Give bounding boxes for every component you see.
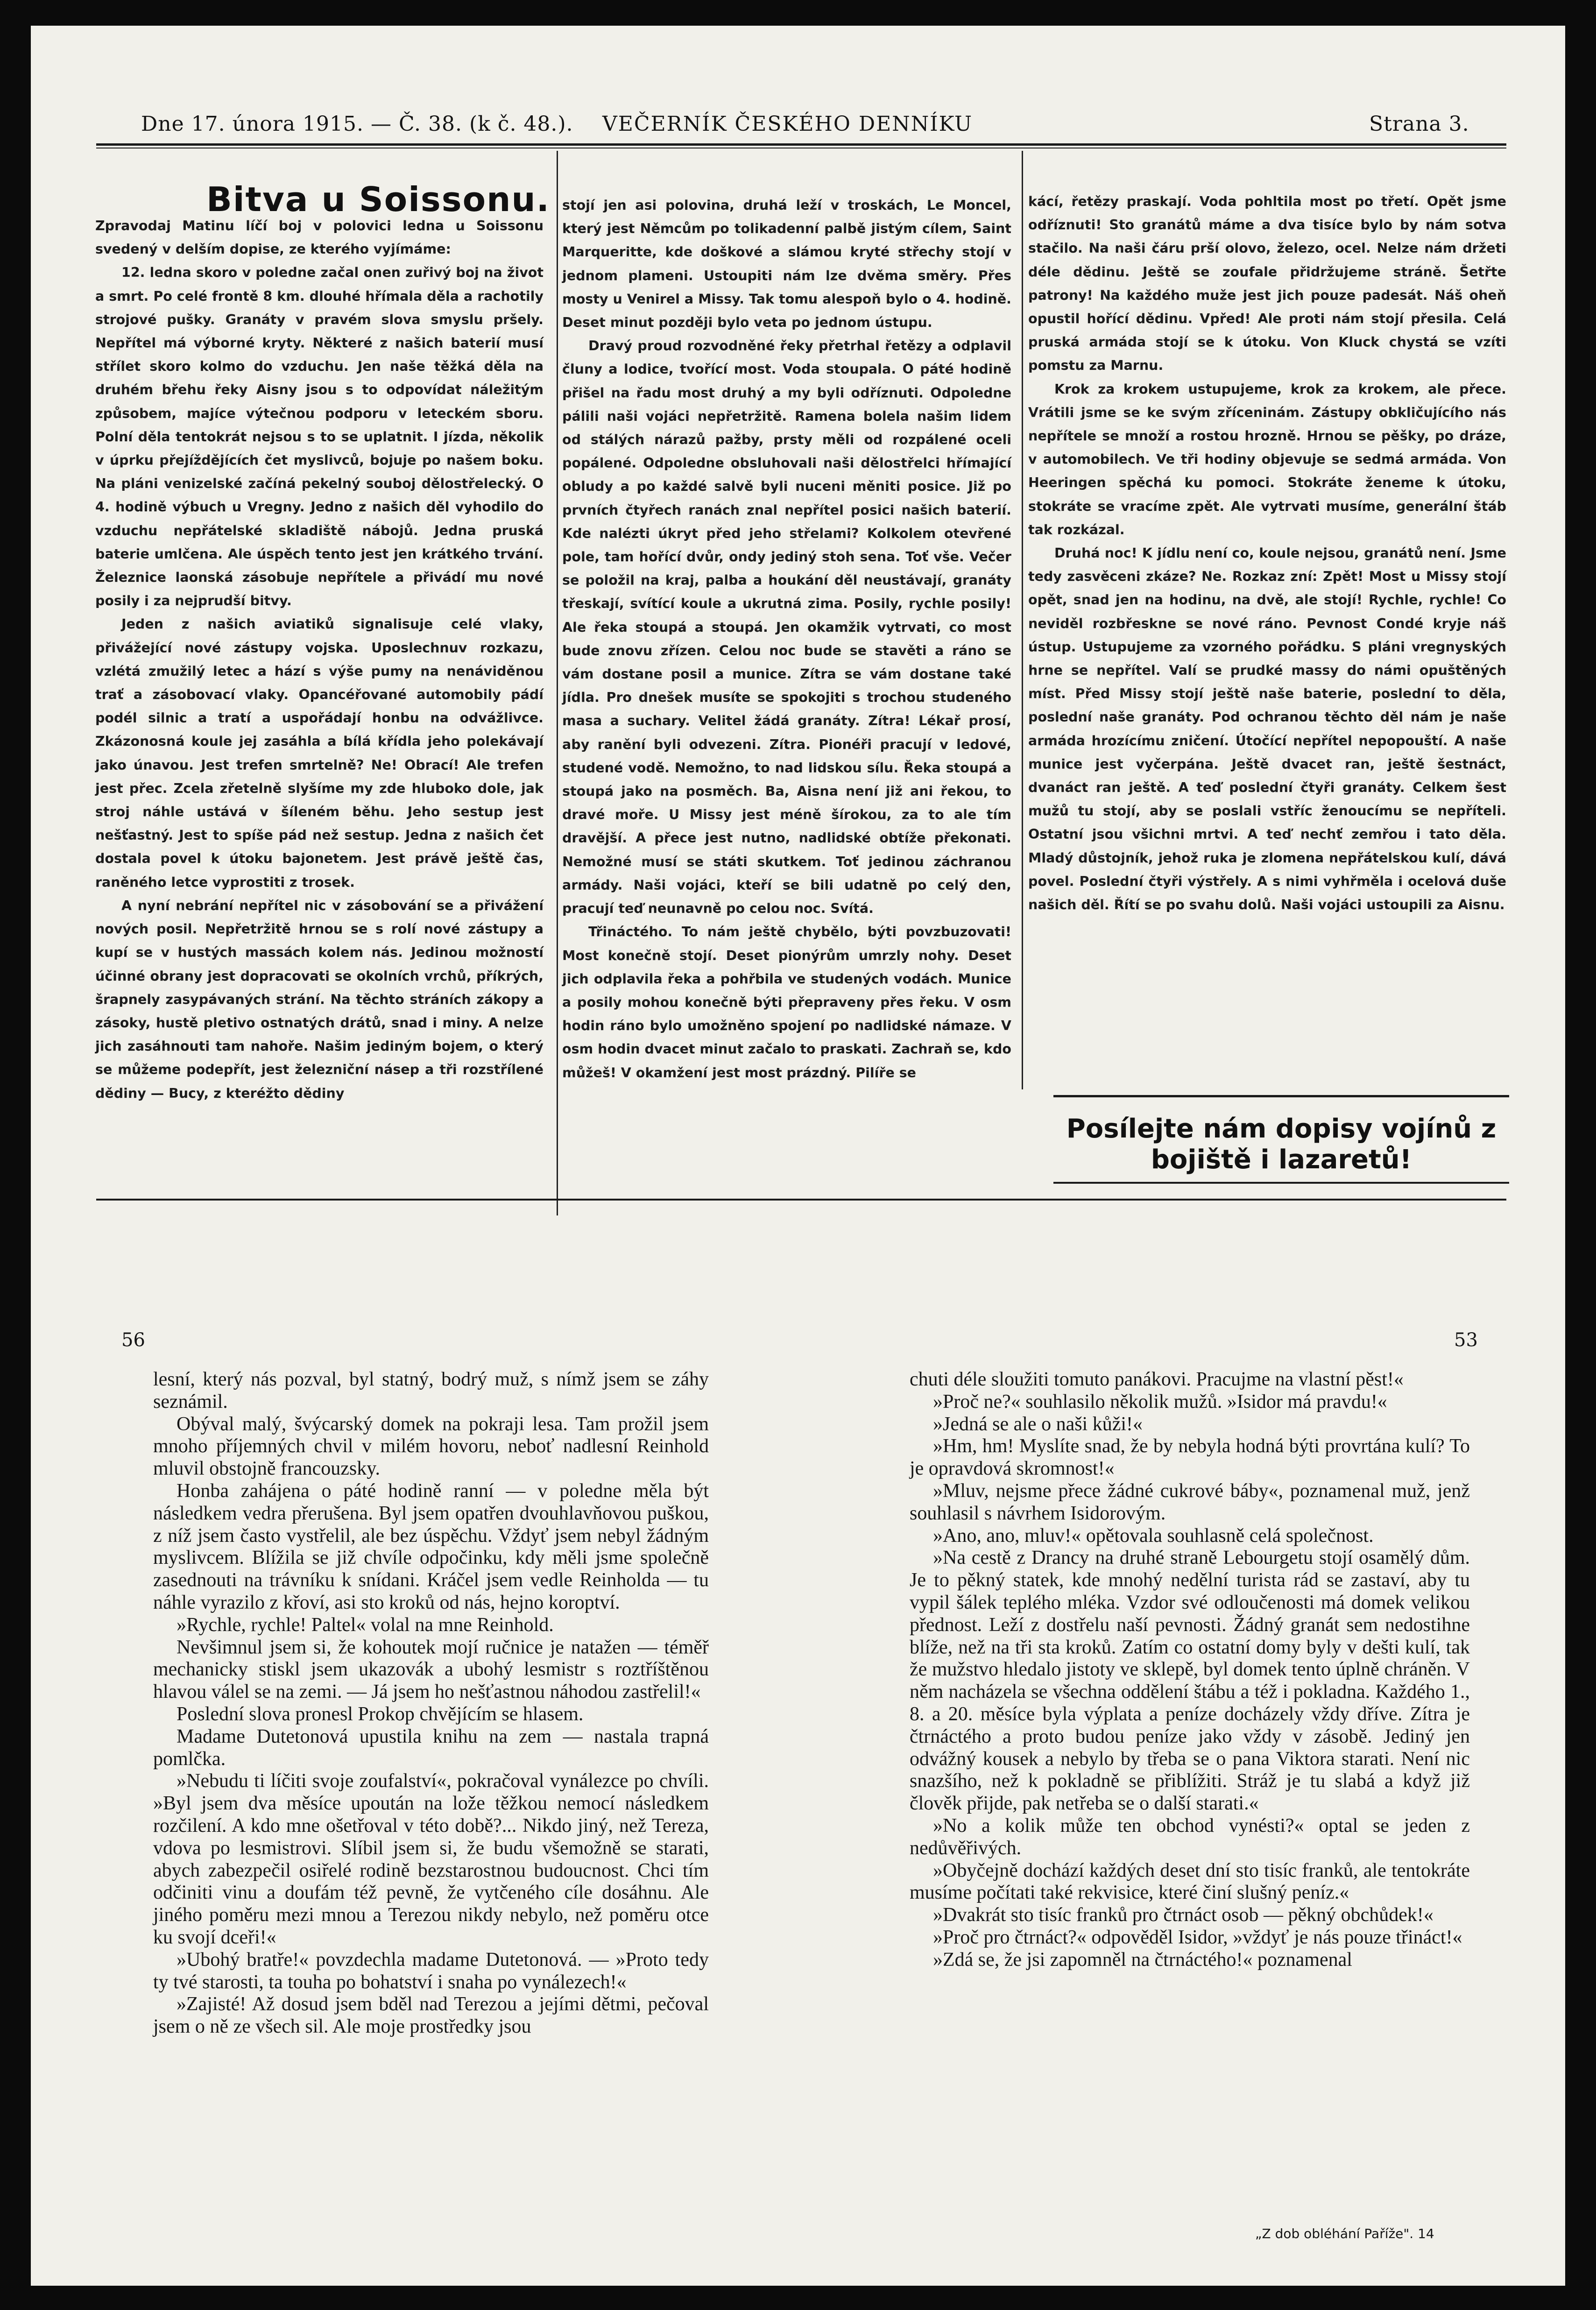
paragraph: Třináctého. To nám ještě chybělo, býti povzbuzovati! Most konečně stojí. Deset pionýrům umrzly nohy. Deset jich odplavila řeka a pohřbila ve studených vodách. Munice a posily mohou konečně býti přepraveny přes řeku. V osm hodin ráno bylo umožněno spojení po nadlidské námaze. V osm hodin dvacet minut začalo to praskati. Zachraň se, kdo můžeš! V okamžení jest most prázdný. Pilíře se xyxy=(562,924,1011,1081)
article-title: Bitva u Soissonu. xyxy=(206,180,550,219)
paragraph: stojí jen asi polovina, druhá leží v troskách, Le Moncel, který jest Němcům po tolikadenní palbě jistým cílem, Saint Marqueritte, kde doškové a slámou kryté střechy stojí v jednom plameni. Ustoupiti nám lze dvěma směry. Přes mosty u Venirel a Missy. Tak tomu alespoň bylo o 4. hodině. Deset minut později bylo veta po jednom ústupu. xyxy=(562,198,1011,331)
paragraph: »Nebudu ti líčiti svoje zoufalství«, pokračoval vynálezce po chvíli. »Byl jsem dva měsíce upoután na lože těžkou nemocí následkem rozčilení. A kdo mne ošetřoval v této době?... Nikdo jiný, než Tereza, vdova po lesmistrovi. Slíbil jsem si, že budu všemožně se starati, abych zabezpečil osiřelé rodině bezstarostnou budoucnost. Chci tím odčiniti vinu a doufám též pevně, že vytčeného cíle dosáhnu. Ale jiného poměru mezi mnou a Terezou nikdy nebylo, než poměru otce ku svojí dceři!« xyxy=(153,1770,709,1948)
page-bottom-rule xyxy=(96,1199,1506,1201)
paragraph: »Hm, hm! Myslíte snad, že by nebyla hodná býti provrtána kulí? To je opravdová skromnost!« xyxy=(910,1435,1470,1480)
paragraph: 12. ledna skoro v poledne začal onen zuřivý boj na život a smrt. Po celé frontě 8 km. dlouhé hřímala děla a rachotily strojové pušky. Granáty v pravém slova smyslu pršely. Nepřítel má výborné kryty. Některé z našich baterií musí střílet skoro kolmo do vzduchu. Jen naše těžká děla na druhém břehu řeky Aisny jsou s to odpovídat náležitým způsobem, majíce výtečnou podporu v leteckém sboru. Polní děla tentokrát nejsou s to se uplatnit. I jízda, několik v úprku přejíždějících čet myslivců, bojuje po našem boku. Na pláni venizelské začíná pekelný souboj dělostřelecký. O 4. hodině výbuch u Vregny. Jedno z našich děl vyhodilo do vzduchu nepřátelské skladiště nábojů. Jedna pruská baterie umlčena. Ale úspěch tento jest jen krátkého trvání. Železnice laonská zásobuje nepřítele a přivádí mu nové posily i za nejprudší bitvy. xyxy=(95,265,544,609)
paragraph: Krok za krokem ustupujeme, krok za krokem, ale přece. Vrátili jsme se ke svým zříceninám. Zástupy obkličujícího nás nepřítele se množí a rostou hrozně. Hrnou se pěšky, po dráze, v automobilech. Ve tři hodiny objevuje se sedmá armáda. Von Heeringen spěchá ku pomoci. Stokráte ženeme k útoku, stokráte se vracíme zpět. Ale vytrvati musíme, generální štáb tak rozkázal. xyxy=(1028,381,1506,537)
header-date: Dne 17. února 1915. — Č. 38. (k č. 48.). xyxy=(141,112,573,136)
paragraph: Honba zahájena o páté hodině ranní — v poledne měla být následkem vedra přerušena. Byl jsem opatřen dvouhlavňovou puškou, z níž jsem často vystřelil, ale bez úspěchu. Vždyť jsem nebyl žádným myslivcem. Blížila se již chvíle odpočinku, kdy měli jsme společně zasednouti na trávníku k snídani. Kráčel jsem vedle Reinholda — tu náhle vyrazilo z křoví, asi sto kroků od nás, hejno koroptví. xyxy=(153,1480,709,1613)
ad-rule xyxy=(1053,1095,1509,1097)
paragraph: Madame Dutetonová upustila knihu na zem — nastala trapná pomlčka. xyxy=(153,1725,709,1770)
paragraph: »Na cestě z Drancy na druhé straně Lebourgetu stojí osamělý dům. Je to pěkný statek, kde mnohý nedělní turista rád se zastaví, aby tu vypil šálek teplého mléka. Vzdor své odloučenosti má domek velikou přednost. Leží z dostřelu naší pevnosti. Žádný granát sem nedostihne blíže, než na tři sta kroků. Zatím co ostatní domy byly v dešti kulí, tak že mužstvo hledalo jistoty ve sklepě, byl domek tento úplně chráněn. V něm nacházela se všechna oddělení štábu a též i pokladna. Každého 1., 8. a 20. měsíce byla výplata a peníze docházely vždy dříve. Zítra je čtrnáctého a proto budou peníze jako vždy v zásobě. Jediný jen odvážný kousek a nebylo by třeba se o pana Viktora starati. Není nic snazšího, než k pokladně se přiblížiti. Stráž je tu slabá a když již člověk přijde, pak netřeba se o další starati.« xyxy=(910,1547,1470,1815)
ad-rule xyxy=(1053,1182,1509,1184)
newspaper-title: VEČERNÍK ČESKÉHO DENNÍKU xyxy=(602,112,973,136)
scan-sheet xyxy=(31,26,1565,2286)
article-column-3 xyxy=(1028,190,1506,917)
header-rule xyxy=(96,143,1506,146)
paragraph: »Jedná se ale o naši kůži!« xyxy=(933,1413,1143,1435)
column-divider xyxy=(557,151,558,1215)
book-page-left xyxy=(153,1369,709,2038)
paragraph: Jeden z našich aviatiků signalisuje celé vlaky, přivážející nové zástupy vojska. Uposlechnuv rozkazu, vzlétá zmužilý letec a hází s výše pumy na nenáviděnou trať a zásobovací vlaky. Opancéřované automobily pádí podél silnic a tratí a uspořádají honbu na odvážlivce. Zkázonosná koule jej zasáhla a bílá křídla jeho polekávají jako únavou. Jest trefen smrtelně? Ne! Obrací! Ale trefen jest přec. Zcela zřetelně slyšíme my zde hluboko dole, jak stroj náhle ustává v šíleném běhu. Jeho sestup jest nešťastný. Jest to spíše pád než sestup. Jedna z našich čet dostala povel k útoku bajonetem. Jest právě ještě čas, raněného letce vyprostiti z trosek. xyxy=(95,616,544,890)
paragraph: Druhá noc! K jídlu není co, koule nejsou, granátů není. Jsme tedy zasvěceni zkáze? Ne. Rozkaz zní: Zpět! Most u Missy stojí opět, snad jen na hodinu, na dvě, ale stojí! Rychle, rychle! Co neviděl rozbřeskne se nové ráno. Pevnost Condé kryje náš ústup. Ustupujeme za vzorného pořádku. S pláni vregnyských hrne se nepřítel. Valí se prudké massy do námi opuštěných míst. Před Missy stojí ještě naše baterie, poslední to děla, poslední naše granáty. Pod ochranou těchto děl nám je naše armáda hrozícímu zničení. Útočící nepřítel nepopouští. A naše munice jest vyčerpána. Ještě dvacet ran, ještě šestnáct, dvanáct ran ještě. A teď poslední čtyři granáty. Celkem šest mužů tu stojí, aby se poslali vstříc ženoucímu se nepříteli. Ostatní jsou všichni mrtvi. A teď nechť zemřou i tato děla. Mladý důstojník, jehož ruka je zlomena nepřátelskou kulí, dává povel. Poslední čtyři výstřely. A s nimi vyhřměla i ocelová duše našich děl. Řítí se po svahu dolů. Naši vojáci ustoupili za Aisnu. xyxy=(1028,545,1506,913)
paragraph: »Zajisté! Až dosud jsem bděl nad Terezou a jejími dětmi, pečoval jsem o ně ze všech sil. Ale moje prostředky jsou xyxy=(153,1993,709,2038)
page-number: Strana 3. xyxy=(1369,112,1469,136)
article-column-2 xyxy=(562,194,1011,1085)
paragraph: »Ubohý bratře!« povzdechla madame Dutetonová. — »Proto tedy ty tvé starosti, ta touha po bohatství i snaha po vynálezech!« xyxy=(153,1949,709,1993)
paragraph: »Zdá se, že jsi zapomněl na čtrnáctého!« poznamenal xyxy=(933,1949,1352,1971)
paragraph: »Ano, ano, mluv!« opětovala souhlasně celá společnost. xyxy=(933,1525,1374,1547)
source-footnote: „Z dob obléhání Paříže". 14 xyxy=(1255,2226,1434,2241)
paragraph: lesní, který nás pozval, byl statný, bodrý muž, s nímž jsem se záhy seznámil. xyxy=(153,1369,709,1413)
paragraph: »Proč ne?« souhlasilo několik mužů. »Isidor má pravdu!« xyxy=(933,1391,1387,1413)
paragraph: Zpravodaj Matinu líčí boj v polovici ledna u Soissonu svedený v delším dopise, ze kterého vyjímáme: xyxy=(95,218,544,257)
column-divider xyxy=(1022,151,1023,1089)
paragraph: Dravý proud rozvodněné řeky přetrhal řetězy a odplavil čluny a lodice, tvořící most. Voda stoupala. O páté hodině přišel na řadu most druhý a my byli odříznuti. Odpoledne pálili naši vojáci nepřetržitě. Ramena bolela našim lidem od stálých nárazů pažby, prsty měli od rozpálené oceli popálené. Odpoledne obsluhovali naši dělostřelci hřímající obludy a po každé salvě byli nuceni měniti posice. Již po prvních čtyřech ranách znal nepřítel posici našich baterií. Kde nalézti úkryt před jeho střelami? Kolkolem otevřené pole, tam hořící dvůr, ondy jediný stoh sena. Toť vše. Večer se položil na kraj, palba a houkání děl neustávají, granáty třeskají, svítící koule a ukrutná zima. Posily, rychle posily! Ale řeka stoupá a stoupá. Jen okamžik vytrvati, co most bude znovu zřízen. Celou noc bude se stavěti a ráno se vám dostane posil a munice. Zítra se vám dostane také jídla. Pro dnešek musíte se spokojiti s trochou studeného masa a suchary. Velitel žádá granáty. Zítra! Lékař prosí, aby ranění byli odvezeni. Zítra. Pionéři pracují v ledové, studené vodě. Nemožno, to nad lidskou sílu. Řeka stoupá a stoupá jako na posměch. Ba, Aisna není již ani řekou, to dravé moře. U Missy jest méně šírokou, za to ale tím dravější. A přece jest nutno, nadlidské obtíže překonati. Nemožné musí se státi skutkem. Toť jedinou záchranou armády. Naši vojáci, kteří se bili udatně po celý den, pracují teď neunavně po celou noc. Svítá. xyxy=(562,338,1011,917)
paragraph: kácí, řetězy praskají. Voda pohltila most po třetí. Opět jsme odříznuti! Sto granátů máme a dva tisíce bylo by nám sotva stačilo. Na naši čáru prší olovo, železo, ocel. Nelze nám držeti déle dědinu. Ještě se zoufale přidržujeme stráně. Šetřte patrony! Na každého muže jest jich pouze padesát. Náš oheň opustil hořící dědinu. Vpřed! Ale proti nám stojí přesila. Celá pruská armáda stojí se k útoku. Von Kluck chystá se vzíti pomstu za Marnu. xyxy=(1028,194,1506,374)
book-page-right xyxy=(910,1369,1470,1971)
paragraph: »Proč pro čtrnáct?« odpověděl Isidor, »vždyť je nás pouze třináct!« xyxy=(933,1926,1462,1948)
appeal-notice: Posílejte nám dopisy vojínů z bojiště i lazaretů! xyxy=(1066,1114,1497,1175)
paragraph: »Obyčejně dochází každých deset dní sto tisíc franků, ale tentokráte musíme počítati také rekvisice, které činí slušný peníz.« xyxy=(910,1859,1470,1904)
paragraph: chuti déle sloužiti tomuto panákovi. Pracujme na vlastní pěst!« xyxy=(910,1369,1404,1390)
article-column-1 xyxy=(95,214,544,1105)
paragraph: »No a kolik může ten obchod vynésti?« optal se jeden z nedůvěřivých. xyxy=(910,1815,1470,1859)
book-page-number-left: 56 xyxy=(121,1329,145,1351)
paragraph: »Rychle, rychle! Paltel« volal na mne Reinhold. xyxy=(177,1614,554,1636)
paragraph: »Mluv, nejsme přece žádné cukrové báby«, poznamenal muž, jenž souhlasil s návrhem Isidorovým. xyxy=(910,1480,1470,1524)
paragraph: Obýval malý, švýcarský domek na pokraji lesa. Tam prožil jsem mnoho příjemných chvil v milém hovoru, neboť nadlesní Reinhold mluvil obstojně francouzsky. xyxy=(153,1413,709,1480)
paragraph: Poslední slova pronesl Prokop chvějícím se hlasem. xyxy=(177,1703,584,1725)
paragraph: »Dvakrát sto tisíc franků pro čtrnáct osob — pěkný obchůdek!« xyxy=(933,1904,1434,1926)
paragraph: Nevšimnul jsem si, že kohoutek mojí ručnice je natažen — téměř mechanicky stiskl jsem ukazovák a ubohý lesmistr s roztříštěnou hlavou válel se na zemi. — Já jsem ho nešťastnou náhodou zastřelil!« xyxy=(153,1636,709,1703)
paragraph: A nyní nebrání nepřítel nic v zásobování se a přivážení nových posil. Nepřetržitě hrnou se s rolí nové zástupy a kupí se v hustých massách kolem nás. Jedinou možností účinné obrany jest dopracovati se okolních vrchů, příkrých, šrapnely zasypávaných strání. Na těchto stráních zákopy a zásoky, hustě pletivo ostnatých drátů, snad i miny. A nelze jich zasáhnouti tam nahoře. Našim jediným bojem, o který se můžeme podepřít, jest železniční násep a tři rozstřílené dědiny — Bucy, z kteréžto dědiny xyxy=(95,897,544,1101)
book-page-number-right: 53 xyxy=(1454,1329,1478,1351)
